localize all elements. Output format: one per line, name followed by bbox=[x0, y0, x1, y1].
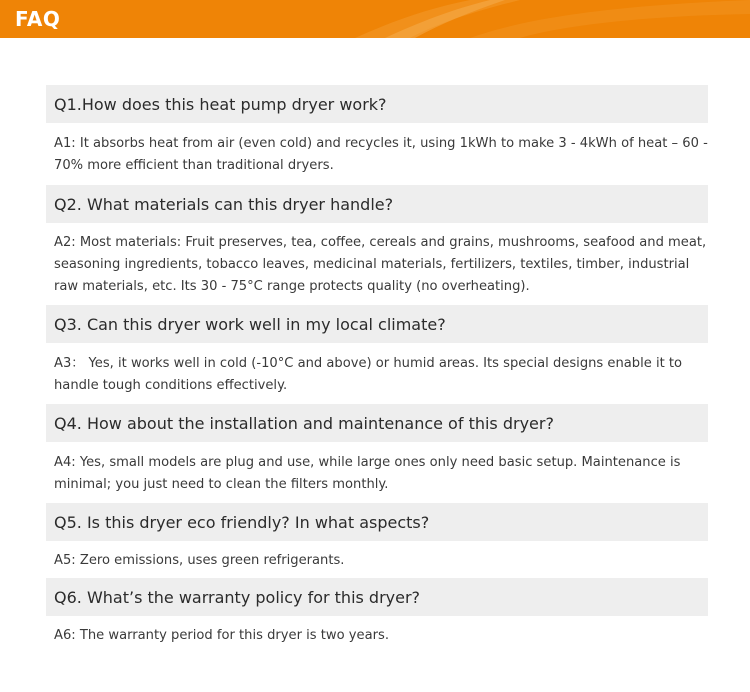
faq-question-6: Q6. What’s the warranty policy for this dryer? bbox=[46, 578, 708, 616]
faq-answer-5: A5: Zero emissions, uses green refrigerants. bbox=[54, 553, 345, 568]
page-title: FAQ bbox=[15, 7, 61, 31]
faq-question-2: Q2. What materials can this dryer handle? bbox=[46, 185, 708, 223]
faq-question-1: Q1.How does this heat pump dryer work? bbox=[46, 85, 708, 123]
faq-answer-3: A3： Yes, it works well in cold (-10°C and above) or humid areas. Its special designs enable it to handle tough conditions effectively. bbox=[54, 356, 683, 393]
faq-question-3: Q3. Can this dryer work well in my local climate? bbox=[46, 305, 708, 343]
banner-swoosh-decoration bbox=[0, 0, 750, 38]
faq-banner bbox=[0, 0, 750, 38]
faq-answer-2: A2: Most materials: Fruit preserves, tea, coffee, cereals and grains, mushrooms, seafood and meat, seasoning ingredients, tobacco leaves, medicinal materials, fertilizers, textiles, timber, industrial raw materials, etc. Its 30 - 75°C range protects quality (no overheating). bbox=[54, 235, 707, 294]
faq-answer-4: A4: Yes, small models are plug and use, while large ones only need basic setup. Maintenance is minimal; you just need to clean the filters monthly. bbox=[54, 455, 681, 492]
faq-question-4: Q4. How about the installation and maintenance of this dryer? bbox=[46, 404, 708, 442]
faq-question-5: Q5. Is this dryer eco friendly? In what aspects? bbox=[46, 503, 708, 541]
faq-answer-6: A6: The warranty period for this dryer is two years. bbox=[54, 628, 389, 643]
faq-answer-1: A1: It absorbs heat from air (even cold) and recycles it, using 1kWh to make 3 - 4kWh of heat – 60 - 70% more efficient than traditional dryers. bbox=[54, 136, 708, 173]
